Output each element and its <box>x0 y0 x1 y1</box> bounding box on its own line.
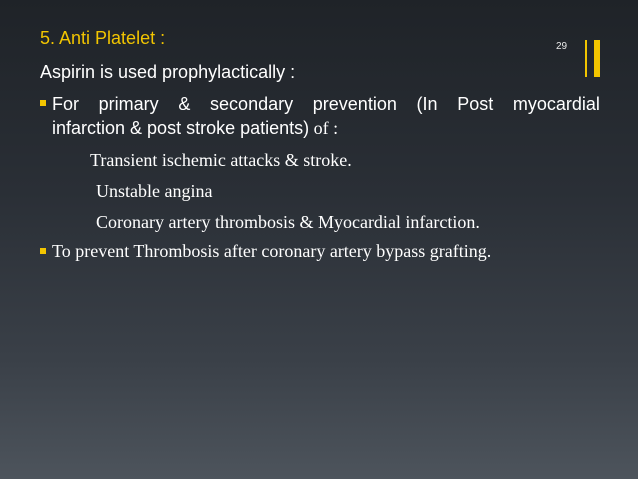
bullet-2 <box>40 241 491 262</box>
bullet-square-icon <box>40 100 46 106</box>
accent-bar-thick <box>594 40 600 77</box>
bullet-1-word: myocardial <box>512 94 600 114</box>
accent-bar-thin <box>585 40 587 77</box>
bullet-1-word: prevention <box>312 94 397 114</box>
sub-item: Unstable angina <box>96 181 213 201</box>
bullet-1-word: & <box>178 94 191 114</box>
intro-text: Aspirin is used prophylactically : <box>40 62 296 82</box>
bullet-1-word: secondary <box>210 94 294 114</box>
bullet-1-word: primary <box>98 94 159 114</box>
bullet-1-line-1 <box>40 94 600 115</box>
bullet-1-line-2 <box>52 118 338 139</box>
bullet-2-text: To prevent Thrombosis after coronary artery bypass grafting. <box>52 241 492 261</box>
slide-title: 5. Anti Platelet : <box>40 28 166 48</box>
bullet-1-word: Post <box>457 94 494 114</box>
bullet-1-word: (In <box>416 94 438 114</box>
page-number: 29 <box>556 41 568 52</box>
bullet-1-tail: of : <box>313 118 339 138</box>
bullet-1-word: For <box>40 94 79 115</box>
sub-item: Transient ischemic attacks & stroke. <box>90 150 352 170</box>
bullet-square-icon <box>40 248 46 254</box>
bullet-1-continuation: infarction & post stroke patients) <box>52 118 310 138</box>
sub-item: Coronary artery thrombosis & Myocardial infarction. <box>96 212 480 232</box>
